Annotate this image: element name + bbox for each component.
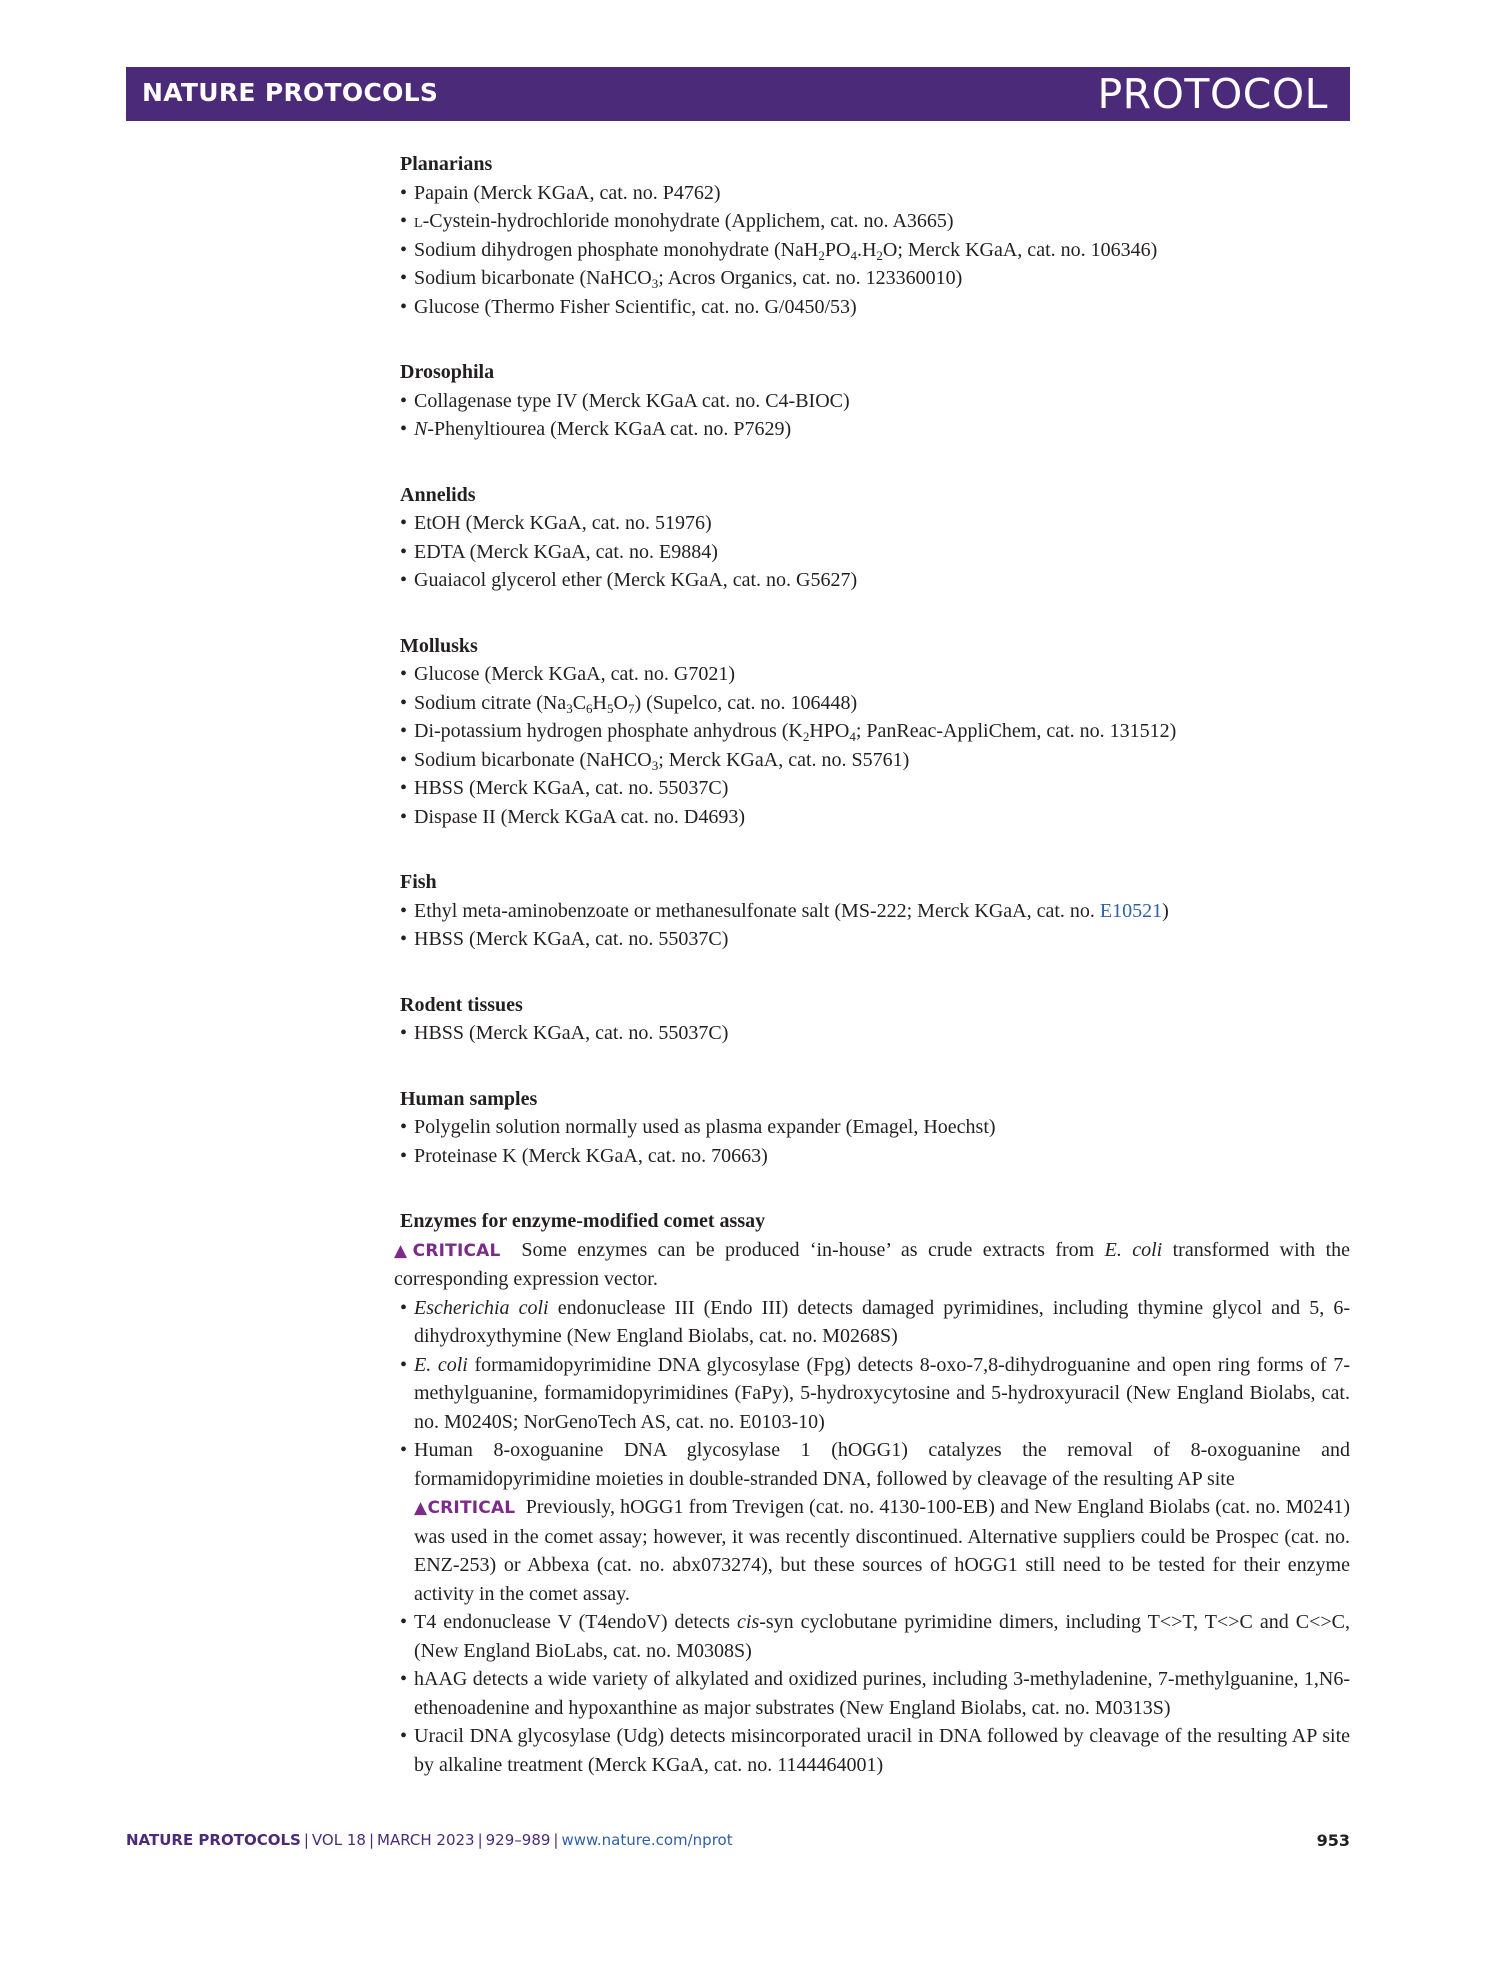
bullet: • [400, 540, 408, 563]
list-item: • l-Cystein-hydrochloride monohydrate (Applichem, cat. no. A3665) [400, 207, 1350, 236]
bullet: • [400, 512, 408, 534]
bullet: • [400, 1668, 408, 1690]
section-heading: Drosophila [400, 361, 495, 383]
footer-url-link[interactable]: www.nature.com/nprot [561, 1831, 733, 1849]
catalog-link[interactable]: E10521 [1099, 899, 1163, 922]
section-heading: Enzymes for enzyme-modified comet assay [400, 1210, 766, 1232]
section-fish [400, 868, 1350, 954]
bullet: • [400, 1144, 408, 1167]
list-item: • Collagenase type IV (Merck KGaA cat. no. C4-BIOC) [400, 387, 1350, 416]
list-item: • Human 8-oxoguanine DNA glycosylase 1 (hOGG1) catalyzes the removal of 8-oxoguanine and formamidopyrimidine moieties in double-stranded DNA, followed by cleavage of the resulting AP site ▲CRITICAL Previously, hOGG1 from Trevigen (cat. no. 4130-100-EB) and New England Biolabs (cat. no. M0241) was used in the comet assay; however, it was recently discontinued. Alternative suppliers could be Prospec (cat. no. ENZ-253) or Abbexa (cat. no. abx073274), but these sources of hOGG1 still need to be tested for their enzyme activity in the comet assay. [400, 1436, 1350, 1608]
list-item: • Sodium citrate $(Na_3C_6H_5O_7)$ (Supelco, cat. no. 106448) [400, 689, 1350, 718]
list-item: • Proteinase K (Merck KGaA, cat. no. 70663) [400, 1142, 1350, 1171]
list-item: • HBSS (Merck KGaA, cat. no. 55037C) [400, 774, 1350, 803]
bullet: • [400, 720, 408, 742]
section-drosophila [400, 358, 1350, 444]
footer-pages: 929–989 [485, 1831, 551, 1849]
list-item: • Di-potassium hydrogen phosphate anhydrous ($K_2HPO_4$; PanReac-AppliChem, cat. no. 131512) [400, 717, 1350, 746]
section-planarians [400, 150, 1350, 321]
critical-note: ▲CRITICAL Some enzymes can be produced ‘in-house’ as crude extracts from E. coli transformed with the corresponding expression vector. [394, 1238, 1350, 1290]
section-human-samples [400, 1085, 1350, 1171]
list-item: • N-Phenyltiourea (Merck KGaA cat. no. P7629) [400, 415, 1350, 444]
list-item: • Ethyl meta-aminobenzoate or methanesulfonate salt (MS-222; Merck KGaA, cat. no. E10521) [400, 897, 1350, 926]
section-heading: Mollusks [400, 634, 478, 657]
bullet: • [400, 569, 408, 591]
section-heading: Rodent tissues [400, 993, 523, 1016]
list-item: • HBSS (Merck KGaA, cat. no. 55037C) [400, 925, 1350, 954]
list-item: • Guaiacol glycerol ether (Merck KGaA, cat. no. G5627) [400, 566, 1350, 595]
section-heading: Annelids [400, 483, 476, 506]
journal-header-bar [126, 67, 1350, 121]
journal-name: NATURE PROTOCOLS [142, 78, 439, 107]
section-mollusks [400, 632, 1350, 832]
bullet: • [400, 1725, 408, 1747]
bullet: • [400, 1611, 408, 1633]
list-item: • Dispase II (Merck KGaA cat. no. D4693) [400, 803, 1350, 832]
bullet: • [400, 1116, 408, 1138]
bullet: • [400, 295, 408, 318]
bullet: • [400, 805, 408, 828]
section-rodent-tissues [400, 991, 1350, 1048]
critical-label: ▲CRITICAL [394, 1240, 501, 1261]
list-item: • Uracil DNA glycosylase (Udg) detects misincorporated uracil in DNA followed by cleavage of the resulting AP site by alkaline treatment (Merck KGaA, cat. no. 1144464001) [400, 1722, 1350, 1779]
bullet: • [400, 663, 408, 685]
bullet: • [400, 418, 408, 440]
footer-volume: VOL 18 [311, 1831, 366, 1849]
list-item: • Sodium dihydrogen phosphate monohydrate ($NaH_2PO_4.H_2O$; Merck KGaA, cat. no. 106346) [400, 236, 1350, 265]
section-heading: Planarians [400, 153, 493, 175]
bullet: • [400, 181, 408, 204]
article-type: PROTOCOL [1097, 70, 1328, 118]
bullet: • [400, 1353, 408, 1376]
bullet: • [400, 210, 408, 232]
list-item: • Polygelin solution normally used as plasma expander (Emagel, Hoechst) [400, 1113, 1350, 1142]
main-content [394, 150, 1351, 1816]
bullet: • [400, 691, 408, 714]
page-footer: NATURE PROTOCOLS | VOL 18 | MARCH 2023 | 929–989 | www.nature.com/nprot 953 [126, 1831, 1350, 1850]
list-item: • T4 endonuclease V (T4endoV) detects cis-syn cyclobutane pyrimidine dimers, including T<>T, T<>C and C<>C, (New England BioLabs, cat. no. M0308S) [400, 1608, 1350, 1665]
list-item: • Glucose (Thermo Fisher Scientific, cat. no. G/0450/53) [400, 293, 1350, 322]
section-heading: Fish [400, 871, 437, 893]
bullet: • [400, 267, 408, 289]
section-annelids [400, 481, 1350, 595]
bullet: • [400, 389, 408, 412]
list-item: • Sodium bicarbonate (NaHCO$_3$; Merck KGaA, cat. no. S5761) [400, 746, 1350, 775]
footer-date: MARCH 2023 [377, 1831, 475, 1849]
bullet: • [400, 1022, 408, 1044]
list-item: • Glucose (Merck KGaA, cat. no. G7021) [400, 660, 1350, 689]
bullet: • [400, 899, 408, 922]
bullet: • [400, 1439, 408, 1461]
bullet: • [400, 777, 408, 799]
bullet: • [400, 238, 408, 261]
footer-journal: NATURE PROTOCOLS [126, 1831, 301, 1849]
list-item: • Escherichia coli endonuclease III (Endo III) detects damaged pyrimidines, including thymine glycol and 5, 6-dihydroxythymine (New England Biolabs, cat. no. M0268S) [400, 1294, 1350, 1351]
page-number: 953 [1316, 1831, 1350, 1850]
critical-label: ▲CRITICAL [414, 1498, 516, 1518]
bullet: • [400, 1296, 408, 1319]
section-heading: Human samples [400, 1087, 538, 1110]
list-item: • EtOH (Merck KGaA, cat. no. 51976) [400, 509, 1350, 538]
list-item: • E. coli formamidopyrimidine DNA glycosylase (Fpg) detects 8-oxo-7,8-dihydroguanine and open ring forms of 7-methylguanine, formamidopyrimidines (FaPy), 5-hydroxycytosine and 5-hydroxyuracil (New England Biolabs, cat. no. M0240S; NorGenoTech AS, cat. no. E0103-10) [400, 1351, 1350, 1437]
bullet: • [400, 928, 408, 950]
list-item: • HBSS (Merck KGaA, cat. no. 55037C) [400, 1019, 1350, 1048]
list-item: • Sodium bicarbonate (NaHCO$_3$; Acros Organics, cat. no. 123360010) [400, 264, 1350, 293]
bullet: • [400, 748, 408, 771]
section-enzymes [394, 1207, 1351, 1779]
list-item: • hAAG detects a wide variety of alkylated and oxidized purines, including 3-methyladenine, 7-methylguanine, 1,N6-ethenoadenine and hypoxanthine as major substrates (New England Biolabs, cat. no. M0313S) [400, 1665, 1350, 1722]
list-item: • Papain (Merck KGaA, cat. no. P4762) [400, 179, 1350, 208]
list-item: • EDTA (Merck KGaA, cat. no. E9884) [400, 538, 1350, 567]
